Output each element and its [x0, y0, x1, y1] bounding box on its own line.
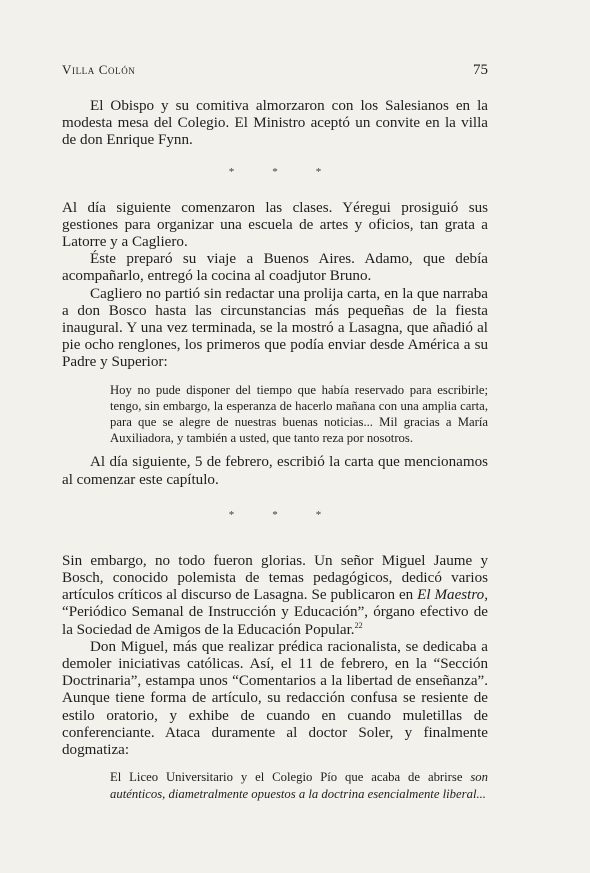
paragraph: Don Miguel, más que realizar prédica racionalista, se dedicaba a demoler iniciativas católicas. Así, el 11 de febrero, en la “Sección Doctrinaria”, estampa unos “Comentarios a la libertad de enseñanza”. Aunque tiene forma de artículo, su redacción confusa se resiente de estilo oratorio, y exhibe de cuando en cuando muletillas de conferenciante. Ataca duramente al doctor Soler, y finalmente dogmatiza:: [62, 638, 488, 759]
paragraph-text: “Periódico Semanal de Instrucción y Educación”, órgano efectivo de la Sociedad de Amigos de la Educación Popular.: [62, 604, 488, 638]
page-header: [62, 62, 488, 79]
quote-emphasis: son auténticos, diametralmente opuestos a la doctrina esencialmente liberal...: [110, 770, 488, 801]
paragraph: Cagliero no partió sin redactar una prolija carta, en la que narraba a don Bosco hasta las circunstancias más pequeñas de la fiesta inaugural. Y una vez terminada, se la mostró a Lasagna, que añadió al pie ocho renglones, los primeros que podía enviar desde América a su Padre y Superior:: [62, 285, 488, 371]
paragraph: Éste preparó su viaje a Buenos Aires. Adamo, que debía acompañarlo, entregó la cocina al coadjutor Bruno.: [62, 251, 488, 285]
quote-text: El Liceo Universitario y el Colegio Pío que acaba de abrirse: [110, 770, 471, 785]
paragraph-text: Sin embargo, no todo fueron glorias. Un señor Miguel Jaume y Bosch, conocido polemista de temas pedagógicos, dedicó varios artículos críticos al discurso de Lasagna. Se publicaron en: [62, 552, 488, 604]
asterisk: *: [315, 165, 322, 178]
asterisk: *: [272, 508, 278, 521]
page-body: [62, 98, 488, 802]
asterisk: *: [228, 508, 235, 521]
section-separator: [62, 509, 488, 521]
asterisk: *: [272, 165, 278, 178]
asterisk: *: [315, 508, 322, 521]
running-head: Villa Colón: [62, 62, 136, 77]
publication-title: El Maestro,: [417, 587, 488, 604]
section-separator: [62, 166, 488, 178]
block-quote: Hoy no pude disponer del tiempo que había reservado para escribirle; tengo, sin embargo, la esperanza de hacerlo mañana con una amplia carta, para que se alegre de nuestras buenas noticias... Mil gracias a María Auxiliadora, y también a usted, que tanto reza por nosotros.: [110, 382, 488, 446]
asterisk: *: [228, 165, 235, 178]
paragraph: [62, 553, 488, 639]
paragraph: El Obispo y su comitiva almorzaron con los Salesianos en la modesta mesa del Colegio. El Ministro aceptó un convite en la villa de don Enrique Fynn.: [62, 98, 488, 149]
block-quote: [110, 769, 488, 801]
paragraph: Al día siguiente comenzaron las clases. Yéregui prosiguió sus gestiones para organizar una escuela de artes y oficios, tan grata a Latorre y a Cagliero.: [62, 199, 488, 251]
footnote-ref: 22: [354, 620, 363, 630]
page-number: 75: [473, 62, 488, 78]
paragraph: Al día siguiente, 5 de febrero, escribió la carta que mencionamos al comenzar este capítulo.: [62, 454, 488, 488]
